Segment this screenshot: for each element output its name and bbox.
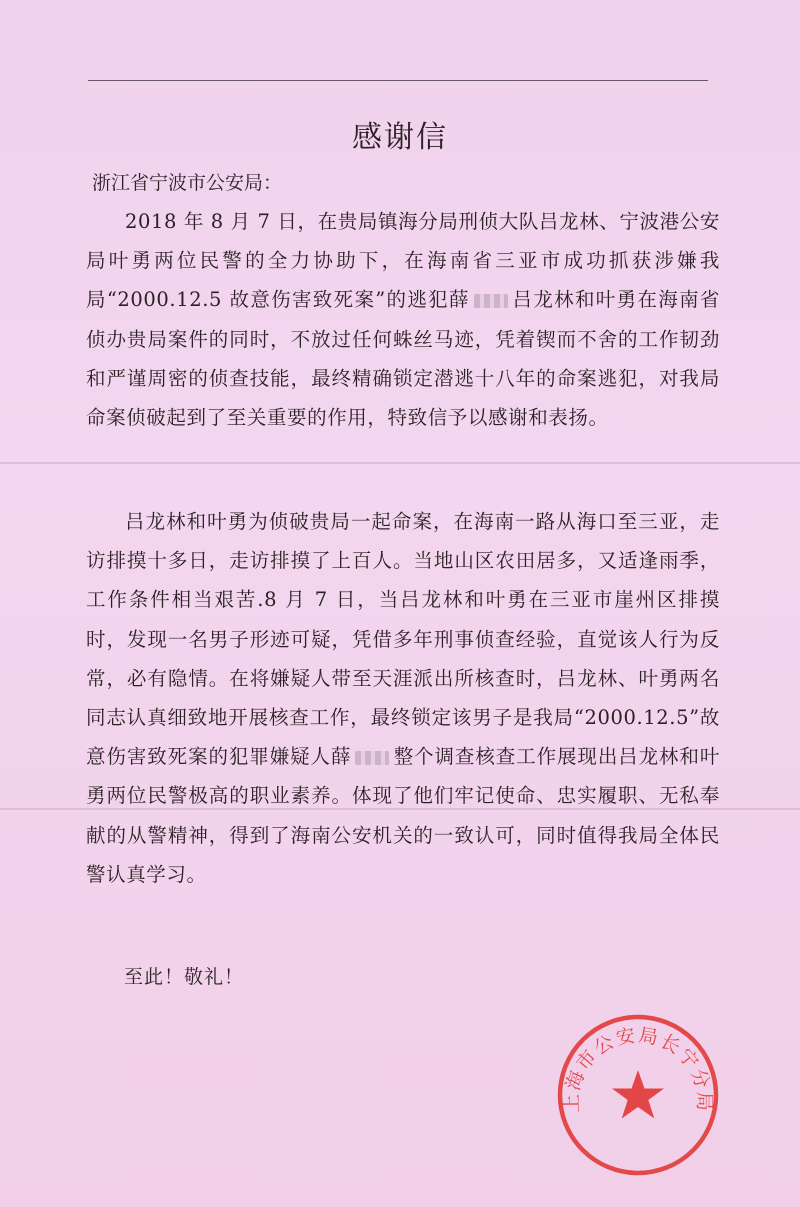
paper-fold-line	[0, 462, 800, 464]
official-seal	[555, 1012, 721, 1178]
seal-text: 上海市公安局长宁分局	[561, 1025, 715, 1113]
redaction-mark	[355, 751, 389, 765]
letter-paragraph-1	[86, 202, 720, 437]
paragraph-2-text-b: 整个调查核查工作展现出吕龙林和叶勇两位民警极高的职业素养。体现了他们牢记使命、忠实履职、无私奉献的从警精神，得到了海南公安机关的一致认可，同时值得我局全体民警认真学习。	[86, 745, 720, 886]
paragraph-2-text-a: 吕龙林和叶勇为侦破贵局一起命案，在海南一路从海口至三亚，走访排摸十多日，走访排摸了上百人。当地山区农田居多，又适逢雨季，工作条件相当艰苦.8 月 7 日，当吕龙林和叶勇在三亚市崖州区排摸时，发现一名男子形迹可疑，凭借多年刑事侦查经验，直觉该人行为反常，必有隐情。在将嫌疑人带至天涯派出所核查时，吕龙林、叶勇两名同志认真细致地开展核查工作，最终锁定该男子是我局“2000.12.5”故意伤害致死案的犯罪嫌疑人薛	[86, 510, 720, 769]
paragraph-1-text-a: 2018 年 8 月 7 日，在贵局镇海分局刑侦大队吕龙林、宁波港公安局叶勇两位民警的全力协助下，在海南省三亚市成功抓获涉嫌我局“2000.12.5 故意伤害致死案”的逃犯薛	[86, 210, 720, 312]
paragraph-1-text-b: 吕龙林和叶勇在海南省侦办贵局案件的同时，不放过任何蛛丝马迹，凭着锲而不舍的工作韧劲和严谨周密的侦查技能，最终精确锁定潜逃十八年的命案逃犯，对我局命案侦破起到了至关重要的作用，特致信予以感谢和表扬。	[86, 288, 720, 430]
header-rule	[88, 80, 708, 81]
letter-salutation: 浙江省宁波市公安局：	[92, 172, 283, 194]
star-icon	[612, 1070, 664, 1119]
letter-title: 感谢信	[352, 120, 448, 155]
letter-closing: 至此！敬礼！	[124, 966, 245, 988]
redaction-mark	[474, 294, 508, 308]
letter-paragraph-2	[86, 502, 720, 894]
